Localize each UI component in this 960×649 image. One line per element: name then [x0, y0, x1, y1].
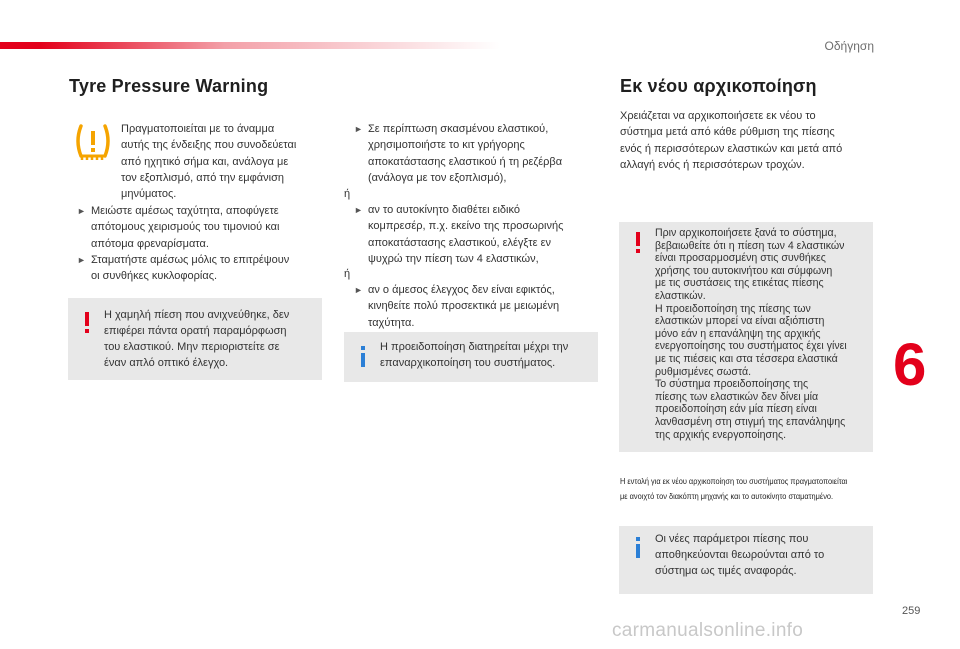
middle-bullet-drive-carefully [354, 282, 560, 331]
text-line: Οι νέες παράμετροι πίεσης που [655, 533, 809, 545]
right-warning-box [619, 222, 873, 452]
text-line: απότομα φρεναρίσματα. [91, 237, 209, 250]
text-line: της αρχικής ενεργοποίησης. [655, 428, 787, 441]
text-line: Χρειάζεται να αρχικοποιήσετε εκ νέου το [620, 110, 816, 122]
text-line: βεβαιωθείτε ότι η πίεση των 4 ελαστικών [655, 239, 845, 252]
middle-info-box [344, 332, 598, 382]
text-line: σύστημα ως τιμές αναφοράς. [655, 565, 797, 577]
text-line: (ανάλογα με τον εξοπλισμό), [368, 171, 507, 184]
or-separator: ή [344, 188, 351, 200]
text-line: είναι προσαρμοσμένη στις συνθήκες [655, 252, 826, 265]
header-accent-bar [0, 42, 500, 49]
text-line: Σε περίπτωση σκασμένου ελαστικού, [368, 123, 549, 135]
text-line: ενός ή περισσότερων ελαστικών και μετά από [620, 142, 843, 155]
text-line: αυτής της ένδειξης που συνοδεύεται [121, 139, 297, 152]
bullet-arrow-icon: ► [354, 124, 363, 134]
text-line: Η εντολή για εκ νέου αρχικοποίηση του συστήματος πραγματοποιείται [620, 476, 848, 486]
left-section-title: Tyre Pressure Warning [69, 76, 269, 96]
left-bullet-stop [77, 252, 290, 285]
chapter-number: 6 [893, 331, 927, 398]
text-line: αποκατάστασης ελαστικού ή τη ρεζέρβα [368, 155, 563, 168]
text-line: αποθηκεύονται θεωρούνται από το [655, 549, 825, 561]
text-line: αν το αυτοκίνητο διαθέτει ειδικό [368, 204, 520, 216]
text-line: λανθασμένη στη στιγμή της επανάληψης [655, 415, 846, 428]
text-line: με τις συστάσεις της ετικέτας πίεσης [655, 277, 824, 290]
reinit-intro-text [620, 108, 842, 173]
tyre-pressure-warning-icon [73, 122, 113, 160]
text-line: Η χαμηλή πίεση που ανιχνεύθηκε, δεν [104, 309, 290, 321]
text-line: πίεσης των ελαστικών δεν δίνει μία [655, 390, 819, 403]
section-label: Οδήγηση [824, 39, 874, 53]
left-bullet-slow-down [77, 203, 280, 252]
text-line: επιφέρει πάντα ορατή παραμόρφωση [104, 325, 287, 337]
text-line: ρυθμισμένες σωστά. [655, 365, 752, 378]
middle-bullet-repair-kit [354, 121, 563, 186]
text-line: έναν απλό οπτικό έλεγχο. [104, 357, 229, 369]
text-line: Το σύστημα προειδοποίησης της [655, 378, 809, 391]
warning-intro-text [121, 121, 296, 202]
bullet-arrow-icon: ► [77, 206, 86, 216]
text-line: κομπρεσέρ, π.χ. εκείνο της προσωρινής [368, 220, 564, 233]
reinit-command-note [620, 474, 847, 504]
text-line: Πριν αρχικοποιήσετε ξανά το σύστημα, [655, 227, 837, 239]
text-line: μηνύματος. [121, 188, 177, 201]
text-line: με ανοιχτό τον διακόπτη μηχανής και το αυτοκίνητο σταματημένο. [620, 491, 834, 501]
text-line: αποκατάστασης ελαστικού, ελέγξτε εν [368, 236, 552, 249]
text-line: ψυχρώ την πίεση των 4 ελαστικών, [368, 252, 539, 265]
middle-bullet-compressor [354, 202, 564, 267]
text-line: αν ο άμεσος έλεγχος δεν είναι εφικτός, [368, 284, 555, 296]
text-line: χρήσης του αυτοκινήτου και σύμφωνη [655, 264, 833, 277]
bullet-arrow-icon: ► [354, 205, 363, 215]
right-section-title: Εκ νέου αρχικοποίηση [620, 76, 817, 96]
text-line: χρησιμοποιήστε το κιτ γρήγορης [368, 139, 525, 152]
text-line: προειδοποίηση εάν μία πίεση είναι [655, 403, 817, 416]
watermark: carmanualsonline.info [612, 620, 804, 641]
text-line: του ελαστικού. Μην περιοριστείτε σε [104, 341, 280, 353]
text-line: αλλαγή ενός ή περισσότερων τροχών. [620, 158, 805, 171]
text-line: ελαστικών. [655, 289, 706, 302]
bullet-arrow-icon: ► [77, 255, 86, 265]
text-line: ελαστικών μπορεί να είναι αξιόπιστη [655, 315, 825, 328]
text-line: Η προειδοποίηση διατηρείται μέχρι την [380, 341, 569, 353]
or-separator: ή [344, 268, 351, 280]
text-line: απότομους χειρισμούς του τιμονιού και [91, 221, 280, 234]
text-line: τον εξοπλισμό, από την εμφάνιση [121, 171, 284, 184]
left-warning-box [68, 298, 322, 380]
text-line: Μειώστε αμέσως ταχύτητα, αποφύγετε [91, 205, 279, 217]
text-line: οι συνθήκες κυκλοφορίας. [91, 270, 218, 283]
text-line: κινηθείτε πολύ προσεκτικά με μειωμένη [368, 300, 560, 313]
text-line: Πραγματοποιείται με το άναμμα [121, 123, 275, 135]
text-line: μόνο εάν η επανάληψη της αρχικής [655, 327, 821, 340]
page-number: 259 [902, 605, 921, 617]
right-info-box [619, 526, 873, 594]
bullet-arrow-icon: ► [354, 285, 363, 295]
text-line: επαναρχικοποίηση του συστήματος. [380, 357, 556, 369]
text-line: ενεργοποίησης του συστήματος έχει γίνει [655, 340, 847, 353]
text-line: Η προειδοποίηση της πίεσης των [655, 302, 811, 315]
text-line: σύστημα μετά από κάθε ρύθμιση της πίεσης [620, 126, 835, 139]
text-line: ταχύτητα. [368, 316, 415, 329]
text-line: από ηχητικό σήμα και, ανάλογα με [121, 155, 289, 168]
text-line: με τις πιέσεις και στα τέσσερα ελαστικά [655, 352, 838, 365]
text-line: Σταματήστε αμέσως μόλις το επιτρέψουν [91, 254, 290, 266]
